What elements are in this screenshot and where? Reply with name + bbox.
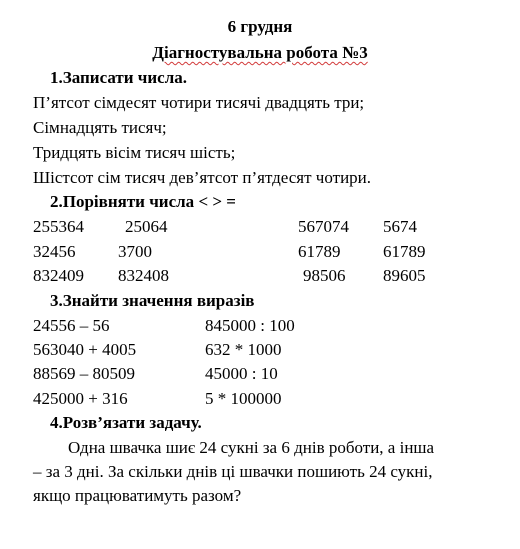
compare-cell: 832409	[33, 266, 84, 285]
task4-heading: 4.Розв’язати задачу.	[50, 413, 202, 432]
expression: 88569 – 80509	[33, 364, 135, 383]
task3-heading: 3.Знайти значення виразів	[50, 291, 255, 310]
compare-cell: 5674	[383, 217, 417, 236]
compare-cell: 3700	[118, 242, 152, 261]
document-title-text: Діагностувальна робота №3	[152, 43, 368, 62]
problem-line: – за 3 дні. За скільки днів ці швачки пошиють 24 сукні,	[33, 462, 433, 481]
comparison-symbols: < > =	[198, 192, 236, 211]
expression: 632 * 1000	[205, 340, 282, 359]
compare-cell: 567074	[298, 217, 349, 236]
task1-line: Тридцять вісім тисяч шість;	[33, 143, 236, 162]
task1-line: Шістсот сім тисяч дев’ятсот п’ятдесят чотири.	[33, 168, 372, 187]
expression: 425000 + 316	[33, 389, 128, 408]
task1-heading: 1.Записати числа.	[50, 68, 188, 87]
task2-heading	[50, 192, 236, 212]
compare-cell: 832408	[118, 266, 169, 285]
document-date: 6 грудня	[227, 17, 293, 36]
task2-heading-text: 2.Порівняти числа	[50, 192, 195, 211]
compare-cell: 61789	[383, 242, 426, 261]
document-title	[0, 43, 520, 63]
expression: 24556 – 56	[33, 316, 110, 335]
expression: 563040 + 4005	[33, 340, 137, 359]
compare-cell: 98506	[303, 266, 346, 285]
compare-cell: 32456	[33, 242, 76, 261]
compare-cell: 25064	[125, 217, 168, 236]
compare-cell: 89605	[383, 266, 426, 285]
problem-line: якщо працюватимуть разом?	[33, 486, 242, 505]
compare-cell: 255364	[33, 217, 84, 236]
expression: 5 * 100000	[205, 389, 282, 408]
task1-line: Сімнадцять тисяч;	[33, 118, 167, 137]
problem-line: Одна швачка шиє 24 сукні за 6 днів роботи, а інша	[68, 438, 435, 457]
expression: 45000 : 10	[205, 364, 278, 383]
task1-line: П’ятсот сімдесят чотири тисячі двадцять три;	[33, 93, 365, 112]
compare-cell: 61789	[298, 242, 341, 261]
expression: 845000 : 100	[205, 316, 295, 335]
